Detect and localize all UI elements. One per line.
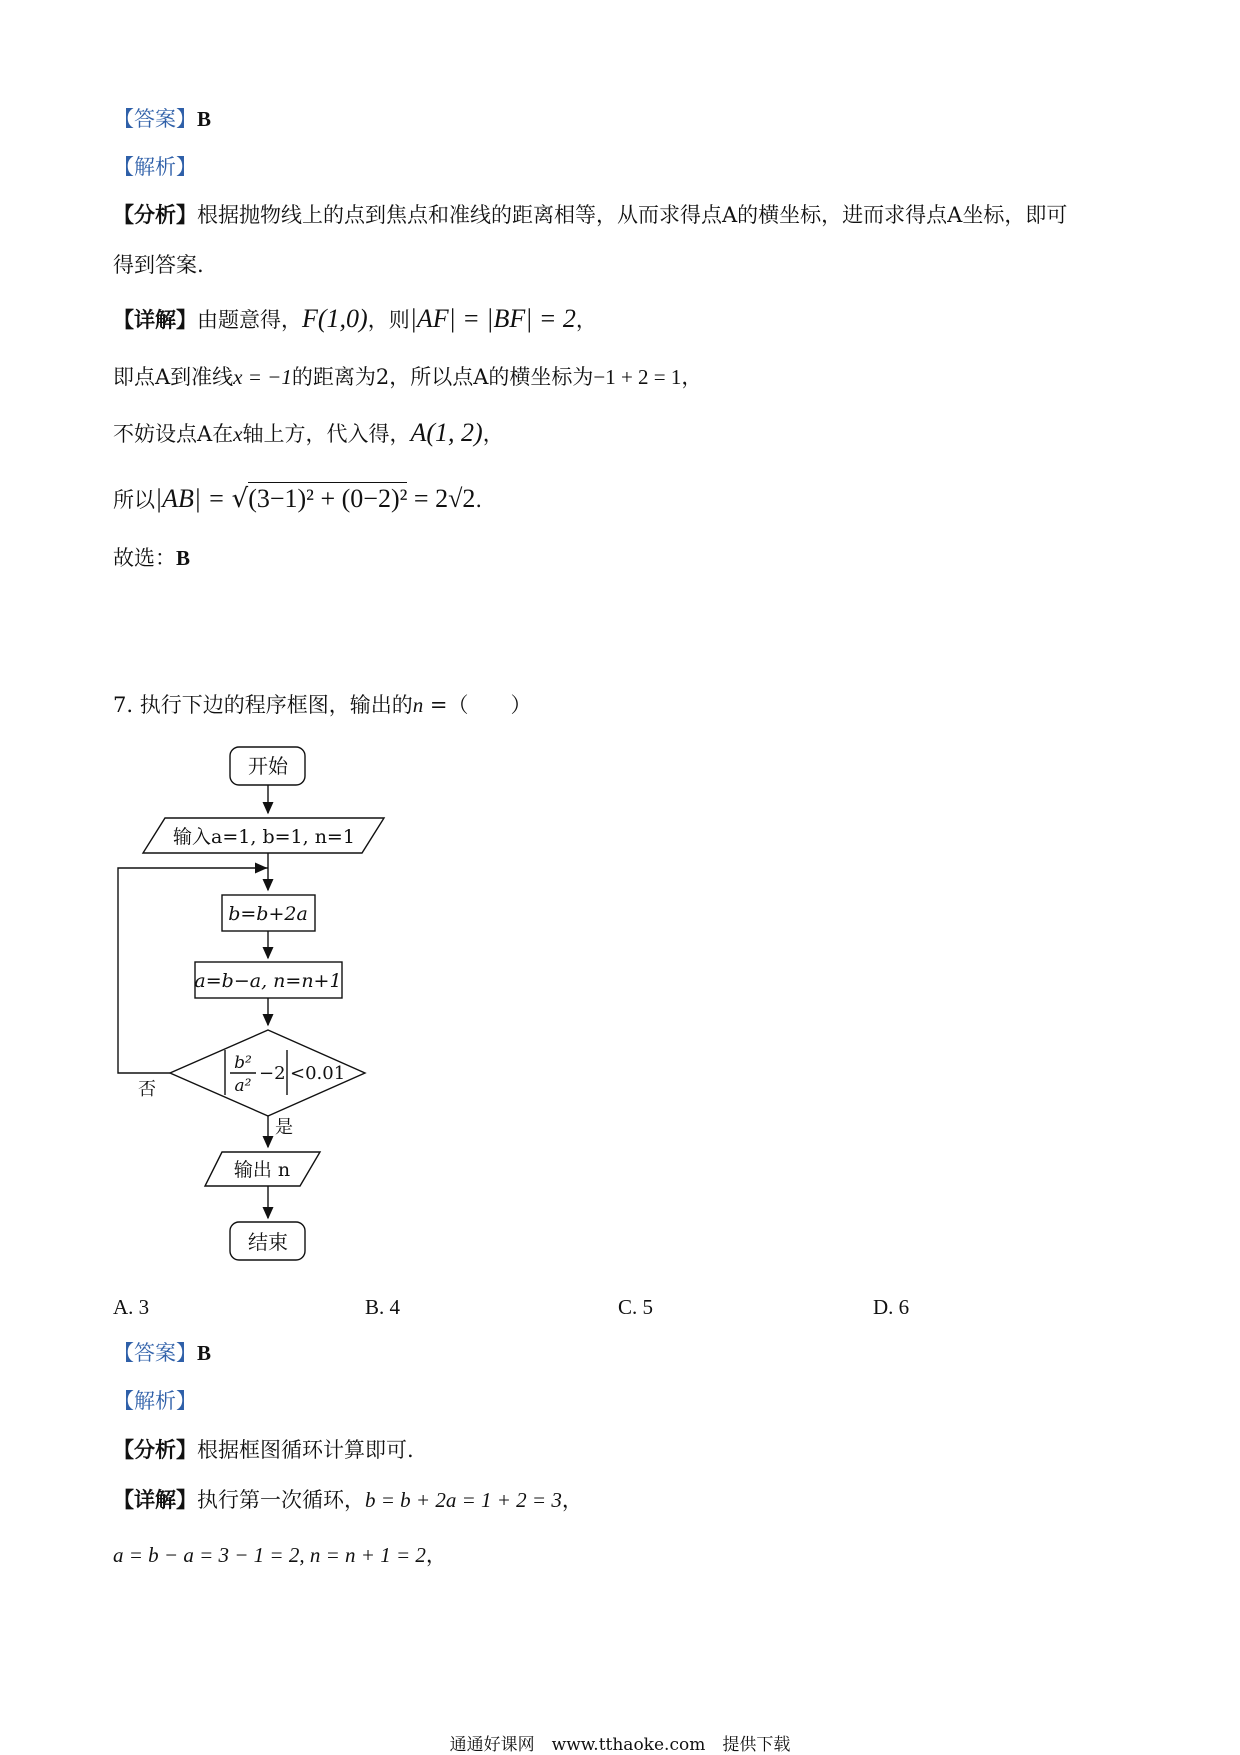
detail-text: 由题意得， [197,308,302,332]
stem-paren: =（ ） [423,693,532,717]
analysis-tag: 【解析】 [113,1389,197,1413]
answer-tag: 【答案】 [113,1341,197,1365]
output-label: 输出 n [233,1159,291,1181]
detail-text: 的距离为2，所以点A的横坐标为 [291,365,594,389]
detail-label: 【详解】 [113,1487,197,1512]
step2-node [195,962,342,998]
detail-line1-q6 [113,304,597,335]
sqrt-icon: √ [231,484,249,514]
stem-text: 7. 执行下边的程序框图，输出的 [113,693,413,717]
cond-denominator: a² [234,1076,252,1096]
formula-abscissa: −1 + 2 = 1 [593,365,682,389]
fenxi-text: 根据框图循环计算即可. [197,1438,414,1462]
detail-line3-q6 [113,418,504,449]
no-label: 否 [138,1079,156,1100]
formula-radicand: (3−1)² + (0−2)² [248,484,408,513]
end-node [230,1222,305,1260]
fenxi-line2-q6 [113,250,204,280]
input-node [143,818,384,853]
choose-value: B [176,546,191,570]
detail-text: 不妨设点A在 [113,422,234,446]
formula-a-n: a = b − a = 3 − 1 = 2, n = n + 1 = 2 [113,1543,426,1567]
formula-result: = 2√2 [407,484,476,513]
answer-line-q7 [113,1338,211,1368]
end-label: 结束 [248,1230,288,1254]
detail-punct: ， [575,308,597,332]
detail-text: 轴上方，代入得， [242,422,411,446]
step2-label: a=b−a, n=n+1 [194,970,342,992]
cond-minus-two: −2 [259,1063,286,1084]
formula-A: A(1, 2) [410,418,483,447]
detail-punct: ， [561,1488,583,1512]
choose-line-q6 [113,543,190,573]
start-label: 开始 [248,754,288,778]
formula-AF-BF: |AF| = |BF| = 2 [409,304,576,333]
step1-node [222,895,315,931]
detail-punct: ， [681,365,703,389]
input-label: 输入a=1, b=1, n=1 [173,826,355,848]
footer-text: 通通好课网 www.tthaoke.com 提供下载 [449,1735,791,1755]
option-a: A. 3 [113,1295,150,1319]
no-loop-line [118,868,268,1073]
option-c: C. 5 [618,1295,654,1319]
fenxi-text: 根据抛物线上的点到焦点和准线的距离相等，从而求得点A的横坐标，进而求得点A坐标，即可 [197,203,1068,227]
formula-directrix: x = −1 [233,365,292,389]
detail-label: 【详解】 [113,307,197,332]
fenxi-text-cont: 得到答案. [113,253,204,277]
detail-punct: . [475,488,483,512]
fenxi-line-q7 [113,1435,414,1465]
answer-value: B [197,107,212,131]
cond-numerator: b² [234,1053,252,1073]
question-7-stem [113,690,532,720]
formula-F: F(1,0) [302,304,368,333]
detail-line1-q7 [113,1485,583,1515]
formula-x: x [233,422,243,446]
detail-line4-q6 [113,484,482,515]
formula-AB: |AB| = [155,484,232,513]
detail-line2-q6 [113,362,702,392]
detail-text: 执行第一次循环， [197,1488,365,1512]
option-d: D. 6 [873,1295,910,1319]
stem-var: n [412,693,424,717]
decision-node [170,1030,365,1116]
answer-line-q6 [113,104,211,134]
start-node [230,747,305,785]
analysis-tag-q7 [113,1386,197,1416]
detail-text: 所以 [113,488,155,512]
fenxi-label: 【分析】 [113,1437,197,1462]
option-b: B. 4 [365,1295,401,1319]
analysis-tag-q6 [113,152,197,182]
detail-punct: ， [425,1543,447,1567]
detail-text: ，则 [367,308,410,332]
fenxi-line1-q6 [113,200,1067,230]
yes-label: 是 [275,1117,293,1138]
detail-punct: ， [482,422,504,446]
answer-value: B [197,1341,212,1365]
analysis-tag: 【解析】 [113,155,197,179]
formula-b: b = b + 2a = 1 + 2 = 3 [365,1488,562,1512]
detail-line2-q7 [113,1540,447,1570]
detail-text: 即点A到准线 [113,365,234,389]
cond-threshold: <0.01 [290,1063,346,1084]
answer-tag: 【答案】 [113,107,197,131]
output-node [205,1152,320,1186]
fenxi-label: 【分析】 [113,202,197,227]
choose-label: 故选： [113,546,176,570]
step1-label: b=b+2a [228,903,308,925]
